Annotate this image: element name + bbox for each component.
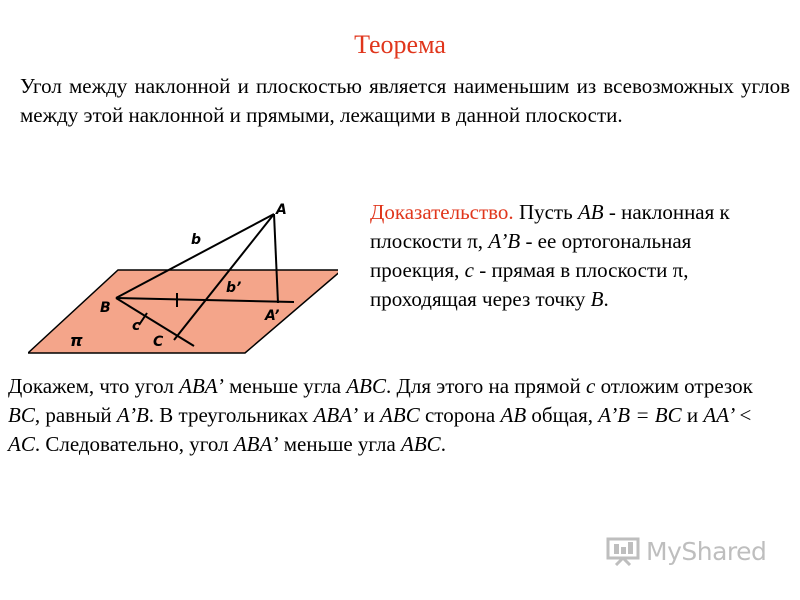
term-bc: BC <box>8 403 35 427</box>
theorem-title: Теорема <box>354 30 446 59</box>
proof-term-ab-prime: A’B <box>488 229 521 253</box>
theorem-statement: Угол между наклонной и плоскостью является наименьшим из всевозможных углов между этой наклонной и прямыми, лежащими в данной плоскости. <box>20 74 790 127</box>
term-aba: ABA’ <box>179 374 224 398</box>
proof-term-ab: AB <box>577 200 604 224</box>
argument-part: Докажем, что угол <box>8 374 180 398</box>
term-abc: ABC <box>380 403 420 427</box>
argument-part: , равный <box>34 403 117 427</box>
argument-part: меньше угла <box>223 374 347 398</box>
proof-term-b: B <box>590 287 604 311</box>
label-C: C <box>153 334 164 350</box>
proof-part: - ее ортогональная проекция, <box>370 229 692 282</box>
proof-part: . <box>603 287 609 311</box>
term-c: c <box>585 374 596 398</box>
argument-part: и <box>681 403 704 427</box>
proof-part: - прямая в плоскости π, проходящая через точку <box>370 258 689 311</box>
term-abc: ABC <box>401 432 441 456</box>
label-c: c <box>132 318 141 334</box>
term-aba: ABA’ <box>233 432 279 456</box>
argument-part: общая, <box>526 403 599 427</box>
label-b: b <box>191 232 202 248</box>
term-ab: AB <box>500 403 527 427</box>
term-ab-prime: A’B <box>116 403 149 427</box>
proof-text <box>370 198 770 314</box>
watermark-text: MyShared <box>646 536 767 566</box>
term-inequality: AA’ < AC <box>8 403 753 456</box>
term-equality: A’B = BC <box>598 403 682 427</box>
term-abc: ABC <box>346 374 387 398</box>
argument-part: сторона <box>419 403 501 427</box>
proof-term-c: c <box>464 258 474 282</box>
argument-part: . Следовательно, угол <box>34 432 234 456</box>
argument-part: и <box>358 403 381 427</box>
label-pi: π <box>70 331 83 350</box>
proof-lead: Доказательство. <box>370 200 514 224</box>
argument-part: меньше угла <box>278 432 402 456</box>
label-B: B <box>100 300 111 316</box>
label-b-prime: b’ <box>226 280 242 296</box>
proof-argument <box>8 372 788 459</box>
label-A-prime: A’ <box>265 308 280 324</box>
watermark <box>606 536 766 566</box>
geometry-figure <box>28 196 338 356</box>
argument-part: . <box>440 432 446 456</box>
proof-part: - наклонная к плоскости π, <box>370 200 730 253</box>
term-aba: ABA’ <box>313 403 359 427</box>
argument-part: . Для этого на прямой <box>386 374 586 398</box>
presentation-icon <box>606 536 640 566</box>
argument-part: . В треугольниках <box>148 403 314 427</box>
proof-part: Пусть <box>513 200 578 224</box>
label-A: A <box>276 202 287 218</box>
argument-part: отложим отрезок <box>595 374 753 398</box>
